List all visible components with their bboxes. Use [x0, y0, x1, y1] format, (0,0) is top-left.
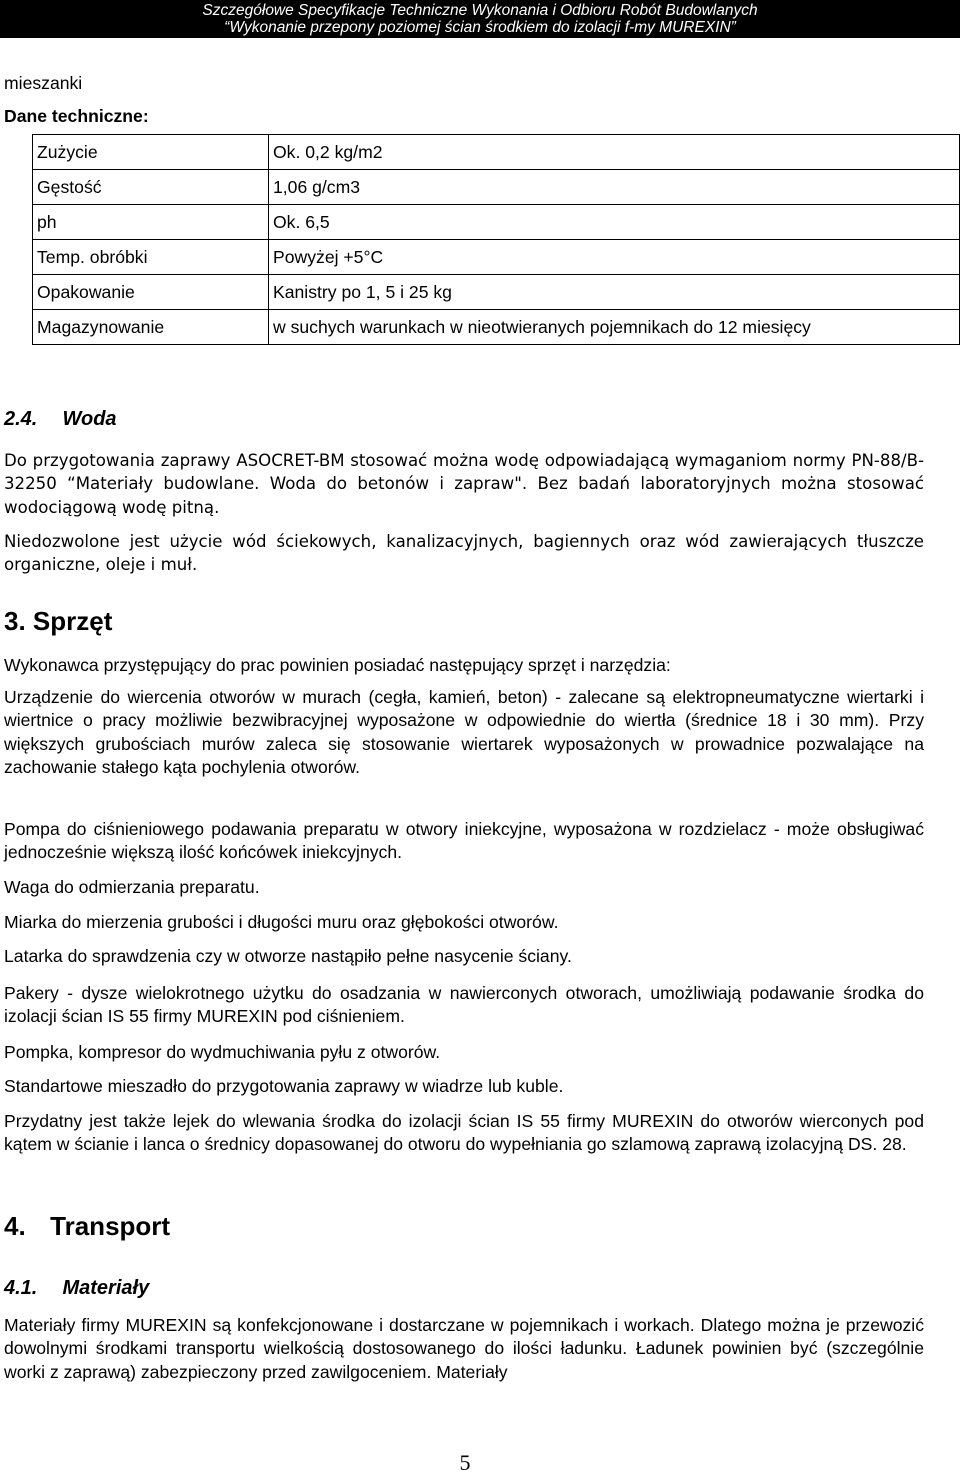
section-title: Transport [50, 1211, 171, 1241]
table-cell-value: Powyżej +5°C [269, 240, 960, 275]
table-row [33, 275, 960, 310]
table-row [33, 240, 960, 275]
sprzet-paragraph-10: Przydatny jest także lejek do wlewania środka do izolacji ścian IS 55 firmy MUREXIN do otworów wierconych pod kątem w ścianie i lanca o średnicy dopasowanej do otworu do wypełniania go szlamową zaprawą izolacyjną DS. 28. [4, 1111, 924, 1155]
section-woda-heading [4, 408, 117, 431]
section-number: 2.4. [4, 408, 38, 430]
table-row [33, 135, 960, 170]
sprzet-paragraph-7: Pakery - dysze wielokrotnego użytku do osadzania w nawierconych otworach, umożliwiają podawanie środka do izolacji ścian IS 55 firmy MUREXIN pod ciśnieniem. [4, 983, 924, 1027]
sprzet-paragraph-1: Wykonawca przystępujący do prac powinien posiadać następujący sprzęt i narzędzia: [4, 655, 671, 675]
section-number: 3. [4, 606, 26, 636]
table-row [33, 170, 960, 205]
subsection-materialy-heading [4, 1277, 149, 1300]
table-cell-value: 1,06 g/cm3 [269, 170, 960, 205]
table-cell-label: ph [33, 205, 269, 240]
table-cell-value: Ok. 6,5 [269, 205, 960, 240]
section-number: 4.1. [4, 1277, 38, 1299]
section-transport-heading [4, 1211, 170, 1242]
intro-word: mieszanki [4, 73, 83, 93]
table-cell-value: w suchych warunkach w nieotwieranych pojemnikach do 12 miesięcy [269, 310, 960, 345]
header-line-1: Szczegółowe Specyfikacje Techniczne Wykonania i Odbioru Robót Budowlanych [202, 2, 758, 19]
transport-paragraph-1: Materiały firmy MUREXIN są konfekcjonowane i dostarczane w pojemnikach i workach. Dlatego można je przewozić dowolnymi środkami transportu wielkością dostosowanego do ilości ładunku. Ładunek powinien być (szczególnie worki z zaprawą) zabezpieczony przed zawilgoceniem. Materiały [4, 1315, 924, 1382]
sprzet-paragraph-6: Latarka do sprawdzenia czy w otworze nastąpiło pełne nasycenie ściany. [4, 946, 572, 966]
sprzet-paragraph-9: Standartowe mieszadło do przygotowania zaprawy w wiadrze lub kuble. [4, 1076, 564, 1096]
sprzet-paragraph-8: Pompka, kompresor do wydmuchiwania pyłu z otworów. [4, 1042, 441, 1062]
table-cell-label: Magazynowanie [33, 310, 269, 345]
page-header [0, 0, 960, 38]
sprzet-paragraph-2: Urządzenie do wiercenia otworów w murach (cegła, kamień, beton) - zalecane są elektropneumatyczne wiertarki i wiertnice o pracy możliwie bezwibracyjnej wyposażone w odpowiednie do wiertła (średnice 18 i 30 mm). Przy większych grubościach murów zaleca się stosowanie wiertarek wyposażonych w prowadnice pozwalające na zachowanie stałego kąta pochylenia otworów. [4, 687, 924, 778]
table-cell-label: Gęstość [33, 170, 269, 205]
woda-paragraph-1: Do przygotowania zaprawy ASOCRET-BM stosować można wodę odpowiadającą wymaganiom normy PN-88/B-32250 “Materiały budowlane. Woda do betonów i zapraw". Bez badań laboratoryjnych można stosować wodociągową wodę pitną. [4, 451, 924, 517]
dane-techniczne-label: Dane techniczne: [4, 106, 149, 126]
section-title: Materiały [62, 1277, 150, 1299]
page-number: 5 [459, 1450, 471, 1475]
technical-data-table [32, 134, 960, 345]
header-line-2: “Wykonanie przepony poziomej ścian środkiem do izolacji f-my MUREXIN” [224, 19, 736, 36]
table-cell-label: Zużycie [33, 135, 269, 170]
table-cell-label: Opakowanie [33, 275, 269, 310]
table-row [33, 310, 960, 345]
section-title: Woda [62, 408, 117, 430]
sprzet-paragraph-4: Waga do odmierzania preparatu. [4, 877, 260, 897]
section-number: 4. [4, 1211, 26, 1241]
sprzet-paragraph-5: Miarka do mierzenia grubości i długości muru oraz głębokości otworów. [4, 912, 559, 932]
sprzet-paragraph-3: Pompa do ciśnieniowego podawania preparatu w otwory iniekcyjne, wyposażona w rozdzielacz - może obsługiwać jednocześnie większą ilość końcówek iniekcyjnych. [4, 819, 924, 863]
table-cell-label: Temp. obróbki [33, 240, 269, 275]
section-title: Sprzęt [32, 606, 113, 636]
table-cell-value: Ok. 0,2 kg/m2 [269, 135, 960, 170]
section-sprzet-heading [4, 606, 112, 637]
table-cell-value: Kanistry po 1, 5 i 25 kg [269, 275, 960, 310]
table-row [33, 205, 960, 240]
woda-paragraph-2: Niedozwolone jest użycie wód ściekowych, kanalizacyjnych, bagiennych oraz wód zawierających tłuszcze organiczne, oleje i muł. [4, 532, 924, 575]
